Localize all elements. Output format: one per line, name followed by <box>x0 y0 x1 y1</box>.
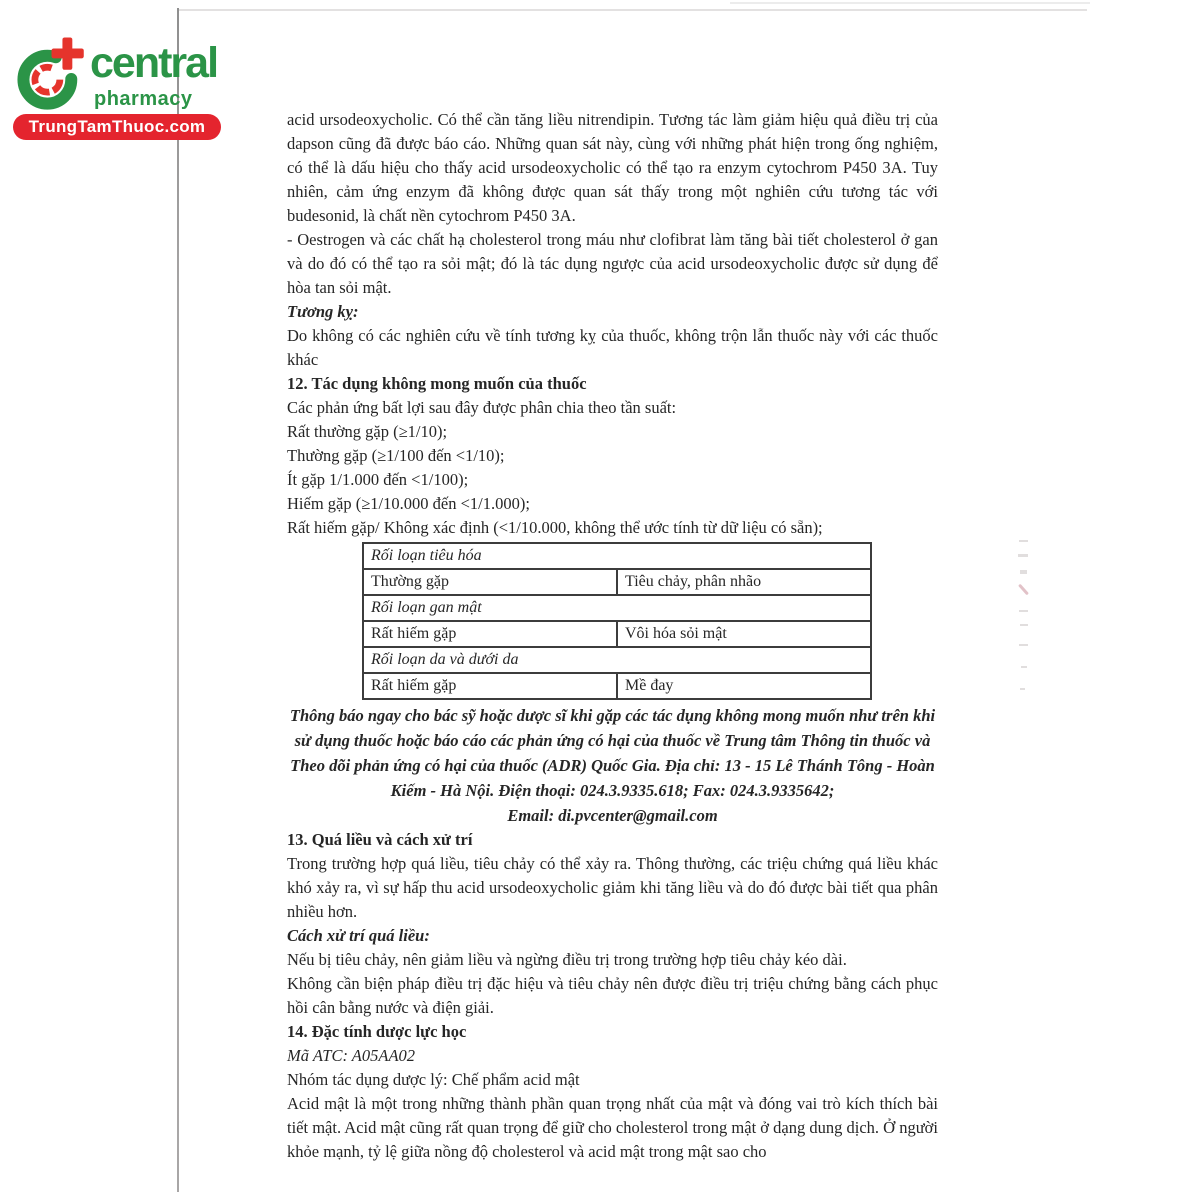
frequency-line-very-common: Rất thường gặp (≥1/10); <box>287 422 448 441</box>
table-row-soc <box>363 543 871 569</box>
heading-section-13: 13. Quá liều và cách xử trí <box>287 830 473 849</box>
table-row <box>363 621 871 647</box>
table-row <box>363 673 871 699</box>
frequency-line-very-rare: Rất hiếm gặp/ Không xác định (<1/10.000, không thể ước tính từ dữ liệu có sẵn); <box>287 518 823 537</box>
frequency-cell: Rất hiếm gặp <box>363 621 617 647</box>
soc-cell: Rối loạn gan mật <box>363 595 871 621</box>
reaction-cell: Vôi hóa sỏi mật <box>617 621 871 647</box>
central-pharmacy-logo <box>10 30 260 145</box>
soc-cell: Rối loạn da và dưới da <box>363 647 871 673</box>
logo-brand-name: central <box>90 39 218 87</box>
section-12-intro: Các phản ứng bất lợi sau đây được phân chia theo tần suất: <box>287 398 677 417</box>
adr-reporting-email: Email: di.pvcenter@gmail.com <box>507 806 718 825</box>
heading-section-14: 14. Đặc tính dược lực học <box>287 1022 467 1041</box>
heading-section-12: 12. Tác dụng không mong muốn của thuốc <box>287 374 587 393</box>
central-pharmacy-logo-icon <box>12 36 90 114</box>
frequency-line-rare: Hiếm gặp (≥1/10.000 đến <1/1.000); <box>287 494 530 513</box>
soc-cell: Rối loạn tiêu hóa <box>363 543 871 569</box>
paragraph-overdose-management-2: Không cần biện pháp điều trị đặc hiệu và tiêu chảy nên được điều trị triệu chứng bằng cách phục hồi cân bằng nước và điện giải. <box>287 974 938 1017</box>
paragraph-overdose: Trong trường hợp quá liều, tiêu chảy có thể xảy ra. Thông thường, các triệu chứng quá liều khác khó xảy ra, vì sự hấp thu acid ursodeoxycholic giảm khi tăng liều và do đó được bài tiết qua phân nhiều hơn. <box>287 854 938 921</box>
heading-overdose-management: Cách xử trí quá liều: <box>287 926 430 945</box>
heading-incompatibility: Tương kỵ: <box>287 302 359 321</box>
atc-code-line: Mã ATC: A05AA02 <box>287 1046 416 1065</box>
reaction-cell: Tiêu chảy, phân nhão <box>617 569 871 595</box>
paragraph-bile-acid: Acid mật là một trong những thành phần quan trọng nhất của mật và đóng vai trò kích thích bài tiết mật. Acid mật cũng rất quan trọng để giữ cho cholesterol trong mật ở dạng dung dịch. Ở người khỏe mạnh, tỷ lệ giữa nồng độ cholesterol và acid mật trong mật sao cho <box>287 1094 938 1161</box>
pharmacology-group-line: Nhóm tác dụng dược lý: Chế phẩm acid mật <box>287 1070 580 1089</box>
paragraph-incompatibility: Do không có các nghiên cứu về tính tương kỵ của thuốc, không trộn lẫn thuốc này với các thuốc khác <box>287 326 938 369</box>
table-row <box>363 569 871 595</box>
scan-artifacts <box>1014 540 1038 700</box>
page-top-edge <box>179 9 1087 11</box>
table-row-soc <box>363 595 871 621</box>
logo-website-badge: TrungTamThuoc.com <box>13 114 221 140</box>
reaction-cell: Mề đay <box>617 673 871 699</box>
paragraph-drug-interactions: acid ursodeoxycholic. Có thể cần tăng liều nitrendipin. Tương tác làm giảm hiệu quả điều trị của dapson cũng đã được báo cáo. Những quan sát này, cùng với những phát hiện trong ống nghiệm, có thể là dấu hiệu cho thấy acid ursodeoxycholic có thể tạo ra enzym cytochrom P450 3A. Tuy nhiên, cảm ứng enzym đã không được quan sát thấy trong một nghiên cứu tương tác với budesonid, là chất nền cytochrom P450 3A. <box>287 110 938 225</box>
paragraph-oestrogen: - Oestrogen và các chất hạ cholesterol trong máu như clofibrat làm tăng bài tiết cholesterol ở gan và do đó có thể tạo ra sỏi mật; đó là tác dụng ngược của acid ursodeoxycholic được sử dụng để hòa tan sỏi mật. <box>287 230 938 297</box>
leaflet-text-column <box>287 108 938 1164</box>
adverse-reactions-table <box>362 542 872 700</box>
frequency-cell: Thường gặp <box>363 569 617 595</box>
logo-tagline: pharmacy <box>94 88 193 110</box>
frequency-line-common: Thường gặp (≥1/100 đến <1/10); <box>287 446 505 465</box>
frequency-cell: Rất hiếm gặp <box>363 673 617 699</box>
plus-cross-icon <box>52 38 84 70</box>
table-row-soc <box>363 647 871 673</box>
page-top-edge-faint <box>730 2 1090 4</box>
page-scan-fold-line <box>177 8 179 1192</box>
frequency-line-uncommon: Ít gặp 1/1.000 đến <1/100); <box>287 470 469 489</box>
pink-pen-mark <box>1018 584 1029 596</box>
adr-reporting-notice: Thông báo ngay cho bác sỹ hoặc dược sĩ khi gặp các tác dụng không mong muốn như trên khi sử dụng thuốc hoặc báo cáo các phản ứng có hại của thuốc về Trung tâm Thông tin thuốc và Theo dõi phản ứng có hại của thuốc (ADR) Quốc Gia. Địa chỉ: 13 - 15 Lê Thánh Tông - Hoàn Kiếm - Hà Nội. Điện thoại: 024.3.9335.618; Fax: 024.3.9335642; <box>289 706 936 800</box>
paragraph-overdose-management-1: Nếu bị tiêu chảy, nên giảm liều và ngừng điều trị trong trường hợp tiêu chảy kéo dài. <box>287 950 847 969</box>
